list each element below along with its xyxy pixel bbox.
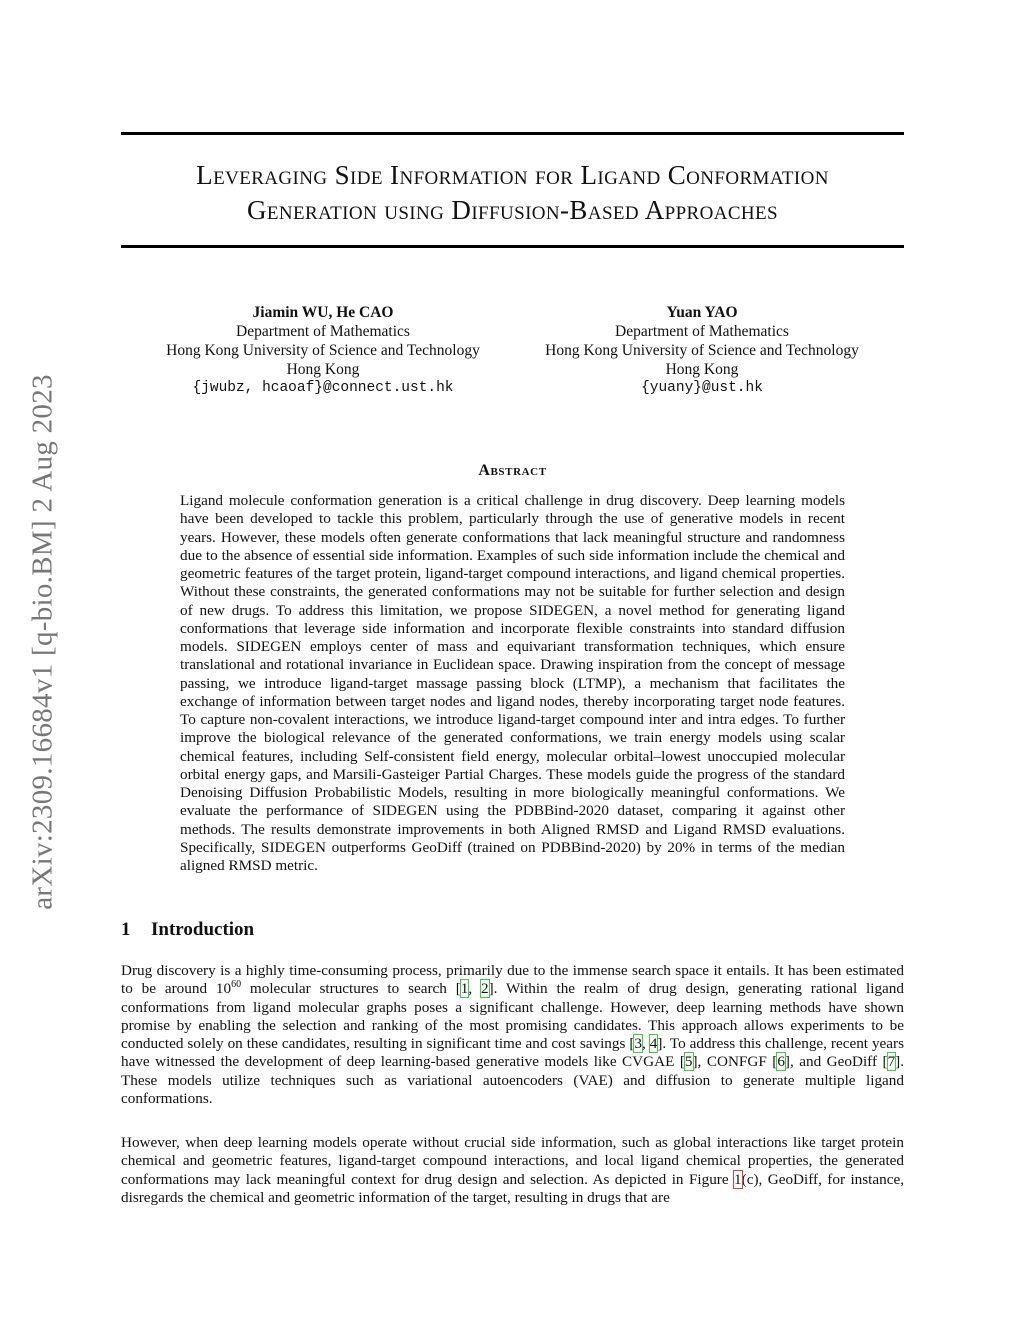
author-location: Hong Kong [286,361,360,378]
citation-link[interactable]: 2 [481,980,489,998]
introduction-paragraph-1: Drug discovery is a highly time-consuming process, primarily due to the immense search space it entails. It has been estimated to be around $10^{60}$ molecular structures to search [1, 2]. Within the realm of drug design, generating rational ligand conformations from ligand molecular graphs poses a significant challenge. However, deep learning methods have shown promise by enabling the selection and ranking of the most promising candidates. This approach allows experiments to be conducted solely on these candidates, resulting in significant time and cost savings [3, 4]. To address this challenge, recent years have witnessed the development of deep learning-based generative models like CVGAE [5], CONFGF [6], and GeoDiff [7]. These models utilize techniques such as variational autoencoders (VAE) and diffusion to generate multiple ligand conformations. [121,962,905,1108]
citation-link[interactable]: 7 [887,1053,896,1071]
text-run: ]. Within the realm of drug design, generating rational ligand conformations from ligand molecular graphs poses a significant challenge. However, deep learning methods have shown promise by enabling the selection and ranking of the most promising candidates. This approach allows experiments to be conducted solely on these candidates, resulting in significant time and cost savings [ [121,980,904,1053]
author-names: Jiamin WU, He CAO [252,304,394,321]
author-email[interactable]: {yuany}@ust.hk [641,380,763,396]
citation-link[interactable]: 3 [634,1035,642,1053]
text-run: ], CONFGF [ [692,1053,778,1071]
author-department: Department of Mathematics [615,323,789,340]
citation-link[interactable]: 5 [684,1053,693,1071]
section-heading-introduction [121,919,254,941]
introduction-paragraph-2 [121,1134,904,1207]
text-run: ], and GeoDiff [ [784,1053,888,1071]
figure-reference-link[interactable]: 1 [734,1170,742,1188]
title-top-rule [121,132,904,135]
abstract-text: Ligand molecule conformation generation is a critical challenge in drug discovery. Deep learning models have been developed to tackle this problem, particularly through the use of generative models in recent years. However, these models often generate conformations that lack meaningful structure and randomness due to the absence of essential side information. Examples of such side information include the chemical and geometric features of the target protein, ligand-target compound interactions, and ligand chemical properties. Without these constraints, the generated conformations may not be suitable for further selection and design of new drugs. To address this limitation, we propose SIDEGEN, a novel method for generating ligand conformations that leverage side information and incorporate flexible constraints into standard diffusion models. SIDEGEN employs center of mass and equivariant transformation techniques, which ensure translational and rotational invariance in Euclidean space. Drawing inspiration from the concept of message passing, we introduce ligand-target massage passing block (LTMP), a mechanism that facilitates the exchange of information between target nodes and ligand nodes, thereby incorporating target node features. To capture non-covalent interactions, we introduce ligand-target compound inter and intra edges. To further improve the biological relevance of the generated conformations, we train energy models using scalar chemical features, including Self-consistent field energy, molecular orbital–lowest unoccupied molecular orbital energy gaps, and Marsili-Gasteiger Partial Charges. These models guide the progress of the standard Denoising Diffusion Probabilistic Models, resulting in more biologically meaningful conformations. We evaluate the performance of SIDEGEN using the PDBBind-2020 dataset, comparing it against other methods. The results demonstrate improvements in both Aligned RMSD and Ligand RMSD evaluations. Specifically, SIDEGEN outperforms GeoDiff (trained on PDBBind-2020) by 20% in terms of the median aligned RMSD metric. [180,492,845,874]
citation-link[interactable]: 6 [777,1053,785,1071]
author-department: Department of Mathematics [236,323,410,340]
citation-link[interactable]: 1 [460,980,469,998]
text-run: Drug discovery is a highly time-consuming process, primarily due to the immense search space it entails. It has been estimated to be around 10 [121,962,904,998]
author-block-2 [520,303,884,398]
text-run: molecular structures to search [ [241,980,461,998]
author-names: Yuan YAO [666,304,738,321]
citation-link[interactable]: 4 [649,1035,658,1053]
abstract-heading: Abstract [478,462,547,479]
exponent: 60 [231,979,242,991]
text-run: (c), GeoDiff, for instance, disregards the chemical and geometric information of the target, resulting in drugs that are [121,1170,905,1206]
section-title: Introduction [151,919,255,940]
title-bottom-rule [121,245,904,248]
title-line-1: Leveraging Side Information for Ligand Conformation [196,160,829,190]
author-institution: Hong Kong University of Science and Technology [166,342,480,359]
arxiv-identifier-stamp: arXiv:2309.16684v1 [q-bio.BM] 2 Aug 2023 [26,374,59,910]
section-number: 1 [121,919,131,940]
text-run: However, when deep learning models operate without crucial side information, such as global interactions like target protein chemical and geometric features, ligand-target compound interactions, and local ligand chemical properties, the generated conformations may lack meaningful context for drug design and selection. As depicted in Figure [121,1134,904,1188]
author-email[interactable]: {jwubz, hcaoaf}@connect.ust.hk [192,380,454,396]
text-run: ]. These models utilize techniques such as variational autoencoders (VAE) and diffusion to generate multiple ligand conformations. [121,1053,905,1108]
text-run: ]. To address this challenge, recent years have witnessed the development of deep learning-based generative models like CVGAE [ [121,1035,904,1071]
author-institution: Hong Kong University of Science and Technology [545,342,859,359]
author-location: Hong Kong [665,361,739,378]
paper-title [121,158,904,228]
title-line-2: Generation using Diffusion-Based Approaches [246,195,779,225]
author-block-1 [140,303,506,398]
